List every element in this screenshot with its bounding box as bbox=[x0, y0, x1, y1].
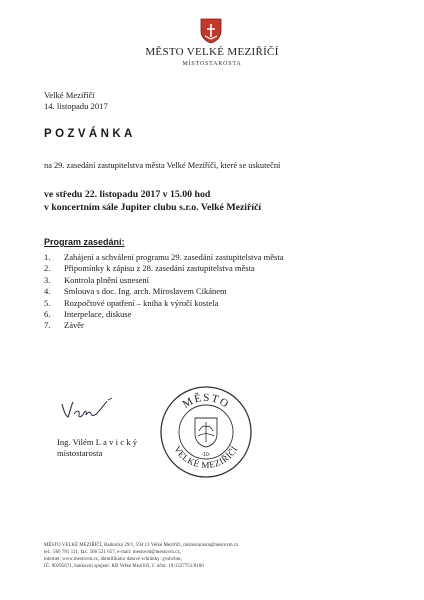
footer-contact: tel.: 566 781 111, fax: 566 521 657, e-mail: mestovm@mestovm.cz, bbox=[44, 550, 182, 555]
intro-text: na 29. zasedání zastupitelstva města Velké Meziříčí, které se uskuteční bbox=[44, 161, 281, 170]
document-title: POZVÁNKA bbox=[44, 128, 136, 140]
organization-name: MĚSTO VELKÉ MEZIŘÍČÍ bbox=[145, 46, 279, 58]
program-item: 7. Závěr bbox=[44, 320, 84, 331]
meeting-time: ve středu 22. listopadu 2017 v 15.00 hod bbox=[44, 189, 211, 200]
program-item: 1. Zahájení a schválení programu 29. zasedání zastupitelstva města bbox=[44, 252, 284, 262]
organization-department: MÍSTOSTAROSTA bbox=[182, 61, 242, 67]
program-item: 3. Kontrola plnění usnesení bbox=[44, 274, 149, 285]
stamp-top-text: MĚSTO bbox=[180, 391, 232, 411]
signer-name: Ing. Vilém Lavický bbox=[57, 437, 140, 447]
official-stamp bbox=[158, 384, 254, 480]
signer-role: místostarosta bbox=[57, 448, 103, 458]
meeting-venue: v koncertním sále Jupiter clubu s.r.o. Velké Meziříčí bbox=[44, 202, 262, 213]
date-line: 14. listopadu 2017 bbox=[44, 101, 108, 111]
place-line: Velké Meziříčí bbox=[44, 90, 95, 100]
city-coat-of-arms-icon bbox=[200, 18, 222, 44]
program-list bbox=[44, 252, 284, 332]
program-item: 4. Smlouva s doc. Ing. arch. Miroslavem Cikánem bbox=[44, 286, 227, 297]
footer-address: MĚSTO VELKÉ MEZIŘÍČÍ, Radnická 29/1, 594 13 Velké Meziříčí, místostarosta@mestovm.cz bbox=[44, 543, 239, 548]
footer-bank: IČ: 00295671, bankovní spojení: KB Velké Meziříčí, č. účtu: 19-1227751/0100 bbox=[44, 564, 204, 569]
program-item: 6. Interpelace, diskuse bbox=[44, 308, 132, 319]
stamp-bottom-text: VELKÉ MEZIŘÍČÍ bbox=[172, 444, 240, 471]
program-item: 2. Připomínky k zápisu z 28. zasedání zastupitelstva města bbox=[44, 263, 255, 274]
footer-internet: internet: www.mestovm.cz, identifikátor datové schránky: gvshvbm, bbox=[44, 557, 182, 562]
program-item: 5. Rozpočtové opatření – kniha k výročí kostela bbox=[44, 297, 219, 308]
stamp-number: -10- bbox=[201, 452, 211, 458]
program-title: Program zasedání: bbox=[44, 237, 125, 247]
handwritten-signature bbox=[58, 396, 120, 426]
svg-text:MĚSTO bbox=[181, 392, 232, 411]
